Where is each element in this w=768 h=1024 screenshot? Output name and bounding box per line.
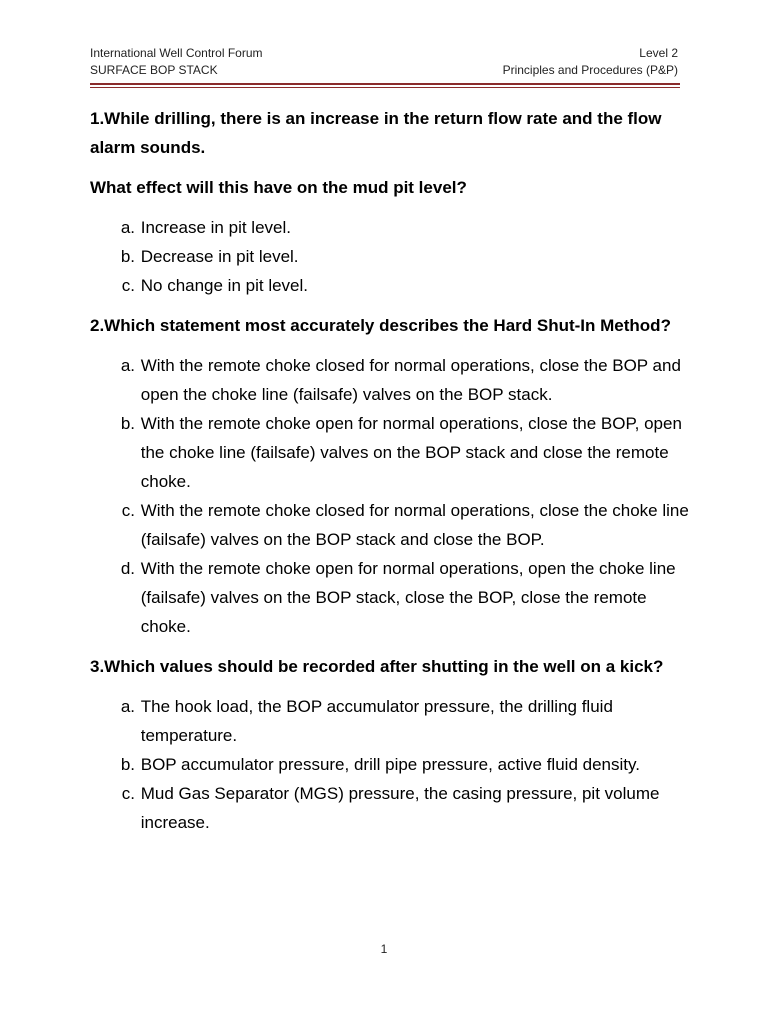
option-letter: a.	[120, 356, 135, 375]
header-organization: International Well Control Forum	[90, 46, 263, 60]
header-section: SURFACE BOP STACK	[90, 63, 218, 77]
option-letter: c.	[121, 501, 135, 520]
option-letter: b.	[120, 247, 135, 266]
option-text: With the remote choke closed for normal operations, close the BOP and open the choke line (failsafe) valves on the BOP stack.	[140, 356, 681, 404]
question-1-options	[90, 213, 690, 300]
page-header	[90, 45, 678, 79]
option-3c	[90, 779, 690, 837]
option-text: Mud Gas Separator (MGS) pressure, the casing pressure, pit volume increase.	[140, 784, 660, 832]
option-1b	[90, 242, 690, 271]
option-letter: b.	[120, 414, 135, 433]
option-text: Decrease in pit level.	[140, 247, 299, 266]
option-letter: a.	[120, 697, 135, 716]
question-1-sub: What effect will this have on the mud pit level?	[90, 178, 467, 197]
option-text: With the remote choke open for normal operations, close the BOP, open the choke line (failsafe) valves on the BOP stack and close the remote choke.	[140, 414, 682, 491]
header-subject: Principles and Procedures (P&P)	[502, 63, 678, 77]
page-number: 1	[380, 942, 388, 956]
option-1a	[90, 213, 690, 242]
option-letter: a.	[120, 218, 135, 237]
question-3	[90, 652, 690, 837]
option-text: The hook load, the BOP accumulator pressure, the drilling fluid temperature.	[140, 697, 613, 745]
option-text: Increase in pit level.	[140, 218, 291, 237]
option-text: With the remote choke open for normal operations, open the choke line (failsafe) valves on the BOP stack, close the BOP, close the remote choke.	[140, 559, 676, 636]
question-3-options	[90, 692, 690, 837]
option-text: BOP accumulator pressure, drill pipe pressure, active fluid density.	[140, 755, 640, 774]
option-1c	[90, 271, 690, 300]
question-2-stem: 2.Which statement most accurately describes the Hard Shut-In Method?	[90, 316, 671, 335]
questions-area	[90, 104, 690, 848]
header-rule-thin	[90, 87, 680, 88]
option-letter: b.	[120, 755, 135, 774]
option-2b	[90, 409, 690, 496]
option-3a	[90, 692, 690, 750]
option-2a	[90, 351, 690, 409]
option-letter: c.	[121, 784, 135, 803]
question-2	[90, 311, 690, 641]
question-2-options	[90, 351, 690, 641]
header-level: Level 2	[639, 46, 678, 60]
option-text: No change in pit level.	[140, 276, 309, 295]
option-text: With the remote choke closed for normal operations, close the choke line (failsafe) valves on the BOP stack and close the BOP.	[140, 501, 689, 549]
option-letter: c.	[121, 276, 135, 295]
option-3b	[90, 750, 690, 779]
option-2d	[90, 554, 690, 641]
option-2c	[90, 496, 690, 554]
option-letter: d.	[120, 559, 135, 578]
header-rule-thick	[90, 83, 680, 85]
question-3-stem: 3.Which values should be recorded after shutting in the well on a kick?	[90, 657, 664, 676]
question-1-stem: 1.While drilling, there is an increase in the return flow rate and the flow alarm sounds.	[90, 109, 662, 157]
question-1	[90, 104, 690, 300]
